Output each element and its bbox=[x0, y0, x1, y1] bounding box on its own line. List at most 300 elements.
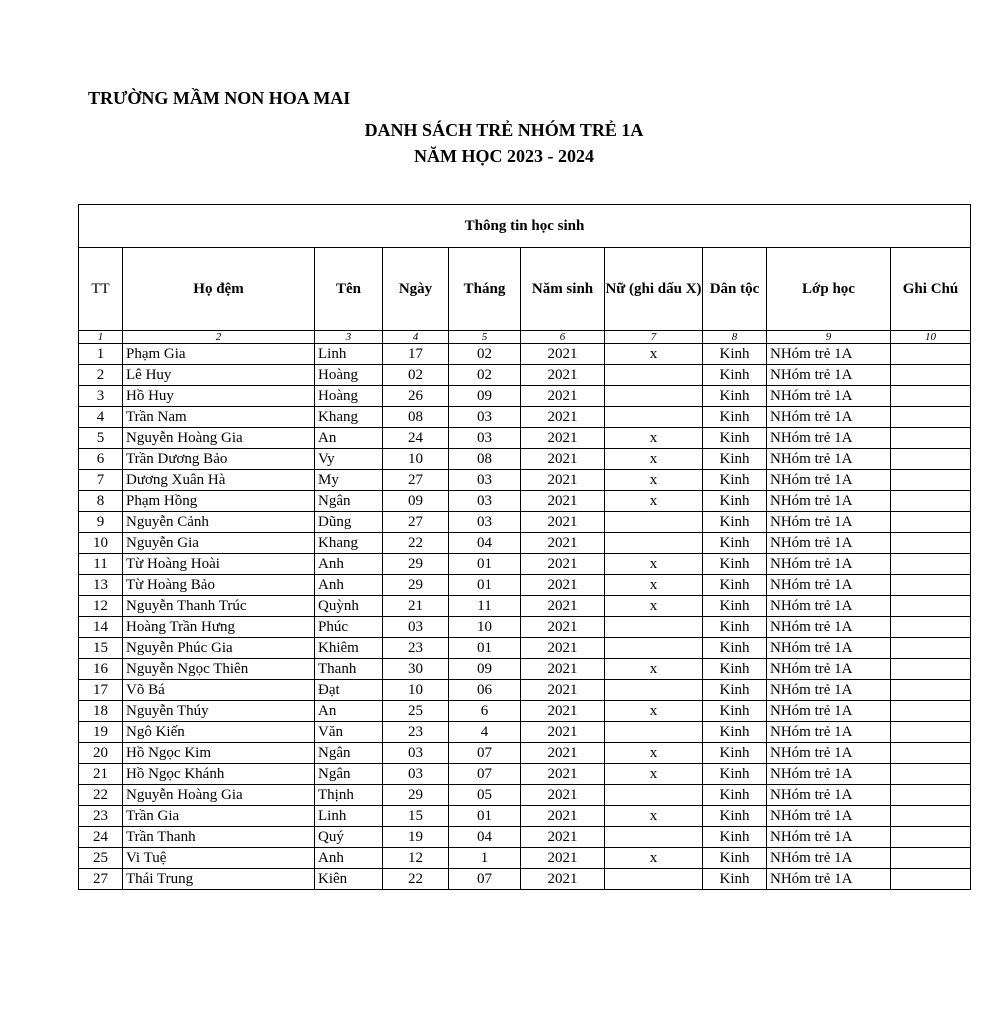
cell-ten: Quý bbox=[315, 827, 383, 848]
cell-ten: Khang bbox=[315, 407, 383, 428]
cell-ghi-chu bbox=[891, 491, 971, 512]
cell-ghi-chu bbox=[891, 848, 971, 869]
cell-ghi-chu bbox=[891, 386, 971, 407]
cell-nu: x bbox=[605, 701, 703, 722]
header-tt: TT bbox=[79, 248, 123, 331]
cell-ngay: 03 bbox=[383, 743, 449, 764]
cell-ghi-chu bbox=[891, 533, 971, 554]
cell-lop-hoc: NHóm trẻ 1A bbox=[767, 659, 891, 680]
table-row bbox=[79, 722, 971, 743]
cell-lop-hoc: NHóm trẻ 1A bbox=[767, 512, 891, 533]
cell-ten: Ngân bbox=[315, 743, 383, 764]
cell-ho-dem: Vi Tuệ bbox=[123, 848, 315, 869]
cell-nam-sinh: 2021 bbox=[521, 407, 605, 428]
table-row bbox=[79, 764, 971, 785]
column-number: 4 bbox=[383, 331, 449, 344]
cell-dan-toc: Kinh bbox=[703, 743, 767, 764]
cell-ho-dem: Võ Bá bbox=[123, 680, 315, 701]
cell-ten: Khiêm bbox=[315, 638, 383, 659]
cell-dan-toc: Kinh bbox=[703, 701, 767, 722]
cell-lop-hoc: NHóm trẻ 1A bbox=[767, 869, 891, 890]
header-lop-hoc: Lớp học bbox=[767, 248, 891, 331]
cell-ho-dem: Nguyễn Hoàng Gia bbox=[123, 428, 315, 449]
cell-tt: 6 bbox=[79, 449, 123, 470]
cell-ho-dem: Trần Thanh bbox=[123, 827, 315, 848]
cell-ho-dem: Phạm Gia bbox=[123, 344, 315, 365]
cell-ghi-chu bbox=[891, 743, 971, 764]
cell-ho-dem: Hoàng Trần Hưng bbox=[123, 617, 315, 638]
cell-dan-toc: Kinh bbox=[703, 596, 767, 617]
cell-ngay: 17 bbox=[383, 344, 449, 365]
cell-ho-dem: Nguyễn Cảnh bbox=[123, 512, 315, 533]
cell-ngay: 25 bbox=[383, 701, 449, 722]
cell-nu: x bbox=[605, 470, 703, 491]
cell-tt: 9 bbox=[79, 512, 123, 533]
cell-nu bbox=[605, 386, 703, 407]
cell-nu bbox=[605, 722, 703, 743]
cell-dan-toc: Kinh bbox=[703, 869, 767, 890]
cell-lop-hoc: NHóm trẻ 1A bbox=[767, 743, 891, 764]
school-year: NĂM HỌC 2023 - 2024 bbox=[414, 146, 594, 166]
cell-ngay: 03 bbox=[383, 617, 449, 638]
table-row bbox=[79, 638, 971, 659]
cell-dan-toc: Kinh bbox=[703, 449, 767, 470]
header-ten: Tên bbox=[315, 248, 383, 331]
cell-tt: 18 bbox=[79, 701, 123, 722]
cell-ten: My bbox=[315, 470, 383, 491]
cell-dan-toc: Kinh bbox=[703, 848, 767, 869]
cell-ten: Đạt bbox=[315, 680, 383, 701]
cell-thang: 10 bbox=[449, 617, 521, 638]
cell-ten: Kiên bbox=[315, 869, 383, 890]
cell-nam-sinh: 2021 bbox=[521, 827, 605, 848]
cell-tt: 22 bbox=[79, 785, 123, 806]
cell-ho-dem: Trần Dương Bảo bbox=[123, 449, 315, 470]
cell-ngay: 21 bbox=[383, 596, 449, 617]
cell-ghi-chu bbox=[891, 428, 971, 449]
cell-nam-sinh: 2021 bbox=[521, 869, 605, 890]
table-row bbox=[79, 785, 971, 806]
cell-tt: 19 bbox=[79, 722, 123, 743]
cell-thang: 03 bbox=[449, 470, 521, 491]
cell-ngay: 08 bbox=[383, 407, 449, 428]
cell-ho-dem: Thái Trung bbox=[123, 869, 315, 890]
cell-lop-hoc: NHóm trẻ 1A bbox=[767, 596, 891, 617]
header-ho-dem: Họ đệm bbox=[123, 248, 315, 331]
cell-nam-sinh: 2021 bbox=[521, 554, 605, 575]
table-row bbox=[79, 848, 971, 869]
column-number: 3 bbox=[315, 331, 383, 344]
cell-nu bbox=[605, 638, 703, 659]
cell-lop-hoc: NHóm trẻ 1A bbox=[767, 848, 891, 869]
cell-ho-dem: Trần Nam bbox=[123, 407, 315, 428]
cell-dan-toc: Kinh bbox=[703, 470, 767, 491]
cell-ten: Anh bbox=[315, 554, 383, 575]
document-title: DANH SÁCH TRẺ NHÓM TRẺ 1A bbox=[364, 120, 644, 140]
header-ghi-chu: Ghi Chú bbox=[891, 248, 971, 331]
cell-lop-hoc: NHóm trẻ 1A bbox=[767, 386, 891, 407]
cell-ho-dem: Nguyễn Hoàng Gia bbox=[123, 785, 315, 806]
cell-ngay: 02 bbox=[383, 365, 449, 386]
cell-nam-sinh: 2021 bbox=[521, 365, 605, 386]
column-number-row bbox=[79, 331, 971, 344]
cell-dan-toc: Kinh bbox=[703, 764, 767, 785]
cell-nu: x bbox=[605, 743, 703, 764]
cell-dan-toc: Kinh bbox=[703, 386, 767, 407]
column-number: 8 bbox=[703, 331, 767, 344]
cell-nu bbox=[605, 869, 703, 890]
cell-thang: 08 bbox=[449, 449, 521, 470]
cell-ten: Linh bbox=[315, 806, 383, 827]
cell-ghi-chu bbox=[891, 827, 971, 848]
cell-ten: Ngân bbox=[315, 491, 383, 512]
cell-ho-dem: Dương Xuân Hà bbox=[123, 470, 315, 491]
cell-lop-hoc: NHóm trẻ 1A bbox=[767, 533, 891, 554]
cell-ho-dem: Nguyễn Thúy bbox=[123, 701, 315, 722]
cell-ngay: 29 bbox=[383, 575, 449, 596]
cell-thang: 04 bbox=[449, 533, 521, 554]
cell-dan-toc: Kinh bbox=[703, 491, 767, 512]
cell-nu bbox=[605, 617, 703, 638]
cell-dan-toc: Kinh bbox=[703, 365, 767, 386]
cell-lop-hoc: NHóm trẻ 1A bbox=[767, 638, 891, 659]
cell-ten: Ngân bbox=[315, 764, 383, 785]
cell-nu bbox=[605, 680, 703, 701]
table-row bbox=[79, 575, 971, 596]
cell-tt: 15 bbox=[79, 638, 123, 659]
cell-thang: 07 bbox=[449, 764, 521, 785]
cell-ghi-chu bbox=[891, 764, 971, 785]
cell-nam-sinh: 2021 bbox=[521, 512, 605, 533]
cell-ten: An bbox=[315, 701, 383, 722]
cell-nu: x bbox=[605, 449, 703, 470]
cell-ten: An bbox=[315, 428, 383, 449]
cell-ngay: 22 bbox=[383, 869, 449, 890]
cell-nam-sinh: 2021 bbox=[521, 344, 605, 365]
cell-nam-sinh: 2021 bbox=[521, 806, 605, 827]
cell-tt: 27 bbox=[79, 869, 123, 890]
table-row bbox=[79, 827, 971, 848]
student-table bbox=[78, 204, 971, 890]
cell-lop-hoc: NHóm trẻ 1A bbox=[767, 428, 891, 449]
table-row bbox=[79, 554, 971, 575]
cell-nam-sinh: 2021 bbox=[521, 659, 605, 680]
cell-nam-sinh: 2021 bbox=[521, 722, 605, 743]
column-number: 1 bbox=[79, 331, 123, 344]
cell-ten: Quỳnh bbox=[315, 596, 383, 617]
cell-nam-sinh: 2021 bbox=[521, 701, 605, 722]
cell-lop-hoc: NHóm trẻ 1A bbox=[767, 407, 891, 428]
cell-ten: Anh bbox=[315, 575, 383, 596]
table-row bbox=[79, 533, 971, 554]
cell-nu: x bbox=[605, 848, 703, 869]
cell-ho-dem: Từ Hoàng Bảo bbox=[123, 575, 315, 596]
cell-tt: 11 bbox=[79, 554, 123, 575]
cell-nu: x bbox=[605, 659, 703, 680]
cell-lop-hoc: NHóm trẻ 1A bbox=[767, 449, 891, 470]
cell-nam-sinh: 2021 bbox=[521, 617, 605, 638]
cell-tt: 3 bbox=[79, 386, 123, 407]
cell-nam-sinh: 2021 bbox=[521, 491, 605, 512]
cell-nam-sinh: 2021 bbox=[521, 764, 605, 785]
cell-tt: 16 bbox=[79, 659, 123, 680]
cell-tt: 25 bbox=[79, 848, 123, 869]
cell-thang: 03 bbox=[449, 428, 521, 449]
header-nu: Nữ (ghi dấu X) bbox=[605, 248, 703, 331]
cell-dan-toc: Kinh bbox=[703, 827, 767, 848]
cell-thang: 02 bbox=[449, 365, 521, 386]
cell-nam-sinh: 2021 bbox=[521, 596, 605, 617]
cell-dan-toc: Kinh bbox=[703, 575, 767, 596]
cell-thang: 01 bbox=[449, 575, 521, 596]
cell-ngay: 30 bbox=[383, 659, 449, 680]
cell-ten: Dũng bbox=[315, 512, 383, 533]
table-row bbox=[79, 428, 971, 449]
column-number: 5 bbox=[449, 331, 521, 344]
cell-ngay: 15 bbox=[383, 806, 449, 827]
cell-lop-hoc: NHóm trẻ 1A bbox=[767, 827, 891, 848]
cell-dan-toc: Kinh bbox=[703, 428, 767, 449]
table-row bbox=[79, 701, 971, 722]
cell-ghi-chu bbox=[891, 617, 971, 638]
header-ngay: Ngày bbox=[383, 248, 449, 331]
cell-ghi-chu bbox=[891, 512, 971, 533]
cell-nu: x bbox=[605, 806, 703, 827]
cell-ten: Khang bbox=[315, 533, 383, 554]
table-row bbox=[79, 344, 971, 365]
cell-ghi-chu bbox=[891, 575, 971, 596]
cell-dan-toc: Kinh bbox=[703, 680, 767, 701]
cell-thang: 06 bbox=[449, 680, 521, 701]
cell-thang: 1 bbox=[449, 848, 521, 869]
cell-nu bbox=[605, 407, 703, 428]
cell-tt: 4 bbox=[79, 407, 123, 428]
column-number: 9 bbox=[767, 331, 891, 344]
cell-lop-hoc: NHóm trẻ 1A bbox=[767, 470, 891, 491]
column-number: 2 bbox=[123, 331, 315, 344]
cell-dan-toc: Kinh bbox=[703, 638, 767, 659]
cell-lop-hoc: NHóm trẻ 1A bbox=[767, 785, 891, 806]
table-row bbox=[79, 680, 971, 701]
cell-nu: x bbox=[605, 764, 703, 785]
cell-tt: 23 bbox=[79, 806, 123, 827]
table-row bbox=[79, 365, 971, 386]
cell-ghi-chu bbox=[891, 806, 971, 827]
header-dan-toc: Dân tộc bbox=[703, 248, 767, 331]
cell-ngay: 27 bbox=[383, 512, 449, 533]
cell-ngay: 29 bbox=[383, 554, 449, 575]
table-row bbox=[79, 491, 971, 512]
cell-thang: 07 bbox=[449, 743, 521, 764]
cell-lop-hoc: NHóm trẻ 1A bbox=[767, 554, 891, 575]
cell-thang: 07 bbox=[449, 869, 521, 890]
cell-ten: Thịnh bbox=[315, 785, 383, 806]
cell-tt: 13 bbox=[79, 575, 123, 596]
cell-ghi-chu bbox=[891, 596, 971, 617]
cell-ngay: 12 bbox=[383, 848, 449, 869]
cell-lop-hoc: NHóm trẻ 1A bbox=[767, 680, 891, 701]
cell-lop-hoc: NHóm trẻ 1A bbox=[767, 764, 891, 785]
cell-lop-hoc: NHóm trẻ 1A bbox=[767, 701, 891, 722]
cell-ho-dem: Nguyễn Ngọc Thiên bbox=[123, 659, 315, 680]
table-row bbox=[79, 596, 971, 617]
header-thang: Tháng bbox=[449, 248, 521, 331]
cell-ghi-chu bbox=[891, 659, 971, 680]
cell-dan-toc: Kinh bbox=[703, 407, 767, 428]
cell-dan-toc: Kinh bbox=[703, 617, 767, 638]
header-nam-sinh: Năm sinh bbox=[521, 248, 605, 331]
cell-tt: 20 bbox=[79, 743, 123, 764]
cell-ho-dem: Phạm Hồng bbox=[123, 491, 315, 512]
cell-thang: 02 bbox=[449, 344, 521, 365]
table-row bbox=[79, 449, 971, 470]
cell-ghi-chu bbox=[891, 785, 971, 806]
cell-lop-hoc: NHóm trẻ 1A bbox=[767, 575, 891, 596]
group-header: Thông tin học sinh bbox=[79, 205, 971, 248]
cell-ngay: 24 bbox=[383, 428, 449, 449]
cell-ho-dem: Hồ Huy bbox=[123, 386, 315, 407]
cell-ghi-chu bbox=[891, 638, 971, 659]
cell-tt: 17 bbox=[79, 680, 123, 701]
cell-nam-sinh: 2021 bbox=[521, 575, 605, 596]
cell-dan-toc: Kinh bbox=[703, 554, 767, 575]
cell-lop-hoc: NHóm trẻ 1A bbox=[767, 365, 891, 386]
cell-ghi-chu bbox=[891, 407, 971, 428]
cell-lop-hoc: NHóm trẻ 1A bbox=[767, 806, 891, 827]
cell-nu: x bbox=[605, 596, 703, 617]
cell-nam-sinh: 2021 bbox=[521, 638, 605, 659]
cell-lop-hoc: NHóm trẻ 1A bbox=[767, 617, 891, 638]
cell-thang: 4 bbox=[449, 722, 521, 743]
school-name: TRƯỜNG MẦM NON HOA MAI bbox=[88, 88, 351, 108]
cell-ngay: 26 bbox=[383, 386, 449, 407]
cell-ho-dem: Hồ Ngọc Kim bbox=[123, 743, 315, 764]
table-row bbox=[79, 386, 971, 407]
cell-ngay: 10 bbox=[383, 680, 449, 701]
cell-nu bbox=[605, 785, 703, 806]
cell-ngay: 09 bbox=[383, 491, 449, 512]
cell-nu bbox=[605, 533, 703, 554]
cell-lop-hoc: NHóm trẻ 1A bbox=[767, 344, 891, 365]
cell-tt: 10 bbox=[79, 533, 123, 554]
cell-tt: 8 bbox=[79, 491, 123, 512]
table-row bbox=[79, 806, 971, 827]
cell-thang: 09 bbox=[449, 386, 521, 407]
cell-nam-sinh: 2021 bbox=[521, 428, 605, 449]
cell-thang: 03 bbox=[449, 407, 521, 428]
cell-ngay: 23 bbox=[383, 638, 449, 659]
cell-ghi-chu bbox=[891, 344, 971, 365]
cell-ho-dem: Trần Gia bbox=[123, 806, 315, 827]
cell-ten: Phúc bbox=[315, 617, 383, 638]
cell-nam-sinh: 2021 bbox=[521, 680, 605, 701]
cell-tt: 24 bbox=[79, 827, 123, 848]
cell-ghi-chu bbox=[891, 680, 971, 701]
cell-ngay: 03 bbox=[383, 764, 449, 785]
cell-lop-hoc: NHóm trẻ 1A bbox=[767, 722, 891, 743]
cell-ten: Vy bbox=[315, 449, 383, 470]
cell-ho-dem: Từ Hoàng Hoài bbox=[123, 554, 315, 575]
cell-ghi-chu bbox=[891, 554, 971, 575]
cell-ngay: 22 bbox=[383, 533, 449, 554]
cell-ho-dem: Ngô Kiến bbox=[123, 722, 315, 743]
cell-ho-dem: Lê Huy bbox=[123, 365, 315, 386]
cell-ho-dem: Nguyễn Phúc Gia bbox=[123, 638, 315, 659]
table-row bbox=[79, 512, 971, 533]
cell-ngay: 27 bbox=[383, 470, 449, 491]
cell-nu bbox=[605, 365, 703, 386]
cell-ghi-chu bbox=[891, 365, 971, 386]
cell-lop-hoc: NHóm trẻ 1A bbox=[767, 491, 891, 512]
table-row bbox=[79, 407, 971, 428]
cell-ngay: 23 bbox=[383, 722, 449, 743]
cell-dan-toc: Kinh bbox=[703, 722, 767, 743]
cell-dan-toc: Kinh bbox=[703, 533, 767, 554]
cell-ngay: 29 bbox=[383, 785, 449, 806]
table-row bbox=[79, 869, 971, 890]
column-number: 6 bbox=[521, 331, 605, 344]
cell-dan-toc: Kinh bbox=[703, 344, 767, 365]
cell-thang: 04 bbox=[449, 827, 521, 848]
cell-nam-sinh: 2021 bbox=[521, 848, 605, 869]
cell-thang: 03 bbox=[449, 491, 521, 512]
cell-nu bbox=[605, 827, 703, 848]
cell-tt: 7 bbox=[79, 470, 123, 491]
cell-nu: x bbox=[605, 344, 703, 365]
cell-ngay: 19 bbox=[383, 827, 449, 848]
cell-ghi-chu bbox=[891, 869, 971, 890]
column-number: 10 bbox=[891, 331, 971, 344]
cell-thang: 09 bbox=[449, 659, 521, 680]
cell-nam-sinh: 2021 bbox=[521, 533, 605, 554]
cell-ghi-chu bbox=[891, 449, 971, 470]
column-number: 7 bbox=[605, 331, 703, 344]
cell-thang: 01 bbox=[449, 554, 521, 575]
column-header-row bbox=[79, 248, 971, 331]
cell-ngay: 10 bbox=[383, 449, 449, 470]
cell-nam-sinh: 2021 bbox=[521, 785, 605, 806]
cell-ten: Thanh bbox=[315, 659, 383, 680]
table-row bbox=[79, 659, 971, 680]
cell-dan-toc: Kinh bbox=[703, 785, 767, 806]
cell-nam-sinh: 2021 bbox=[521, 743, 605, 764]
cell-thang: 01 bbox=[449, 638, 521, 659]
cell-nu bbox=[605, 512, 703, 533]
cell-dan-toc: Kinh bbox=[703, 512, 767, 533]
cell-ghi-chu bbox=[891, 470, 971, 491]
cell-thang: 03 bbox=[449, 512, 521, 533]
cell-tt: 1 bbox=[79, 344, 123, 365]
cell-thang: 6 bbox=[449, 701, 521, 722]
cell-dan-toc: Kinh bbox=[703, 659, 767, 680]
cell-nam-sinh: 2021 bbox=[521, 449, 605, 470]
cell-ghi-chu bbox=[891, 722, 971, 743]
cell-ten: Văn bbox=[315, 722, 383, 743]
cell-nu: x bbox=[605, 428, 703, 449]
cell-ten: Anh bbox=[315, 848, 383, 869]
cell-thang: 01 bbox=[449, 806, 521, 827]
cell-tt: 5 bbox=[79, 428, 123, 449]
table-row bbox=[79, 617, 971, 638]
cell-tt: 12 bbox=[79, 596, 123, 617]
cell-ten: Linh bbox=[315, 344, 383, 365]
cell-nam-sinh: 2021 bbox=[521, 386, 605, 407]
cell-ho-dem: Nguyễn Gia bbox=[123, 533, 315, 554]
cell-nu: x bbox=[605, 491, 703, 512]
cell-tt: 14 bbox=[79, 617, 123, 638]
cell-ghi-chu bbox=[891, 701, 971, 722]
cell-ten: Hoàng bbox=[315, 386, 383, 407]
